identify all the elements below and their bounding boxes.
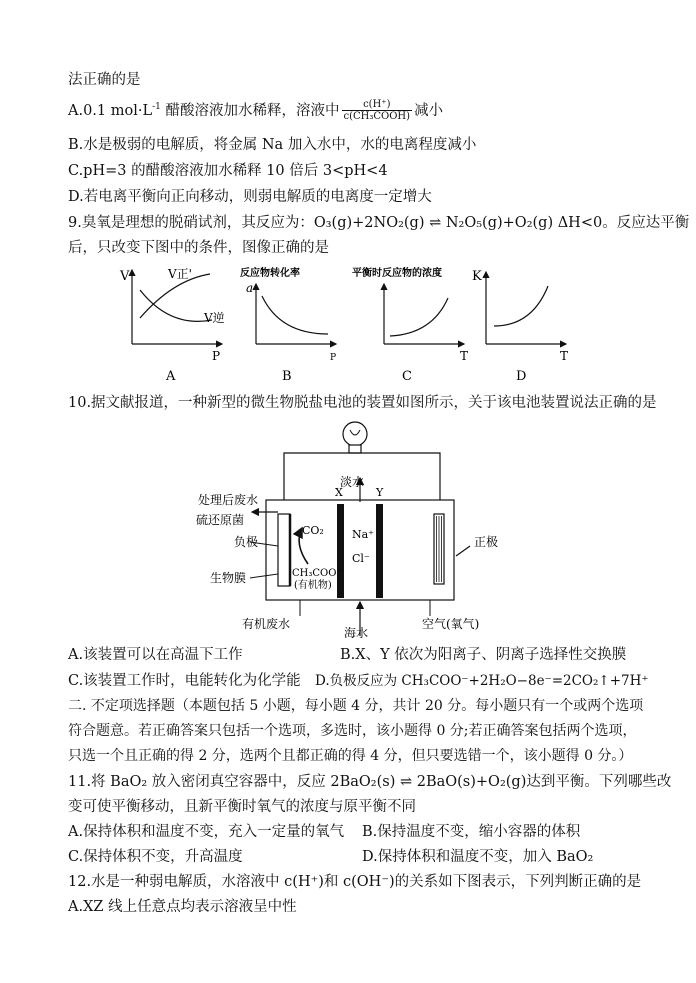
q10-label-na: Na⁺ [352,528,374,541]
q11-option-d: D.保持体积和温度不变，加入 BaO₂ [362,849,594,865]
q10-label-air: 空气(氧气) [422,617,480,631]
q10-label-co2: CO₂ [302,524,324,537]
q8-a-mid: 醋酸溶液加水稀释，溶液中 [160,102,340,119]
q10-label-fresh-water: 淡水 [340,475,365,489]
q9-d-ylabel: K [472,269,482,284]
q10-stem: 10.据文献报道，一种新型的微生物脱盐电池的装置如图所示，关于该电池装置说法正确的是 [68,395,657,411]
q8-a-frac-num: c(H⁺) [342,99,413,111]
q8-a-prefix: A.0.1 mol·L [68,102,153,119]
q8-a-frac-den: c(CH₃COOH) [343,111,411,123]
q9-graph-d [470,262,582,382]
q8-stem-tail: 法正确的是 [68,72,141,88]
q9-a-xlabel: P [212,349,221,363]
q9-c-curve [390,298,448,336]
q9-b-curve [262,296,328,334]
q9-a-curve2-label: V逆 [204,311,225,325]
q12-option-a: A.XZ 线上任意点均表示溶液呈中性 [68,899,297,915]
q9-graph-c [350,262,470,382]
negative-electrode [278,514,290,586]
q11-option-b: B.保持温度不变，缩小容器的体积 [362,824,581,840]
q10-label-negative: 负极 [234,535,259,549]
q9-line1: 9.臭氧是理想的脱硝试剂，其反应为：O₃(g)+2NO₂(g) ⇌ N₂O₅(g)+O₂(g) ΔH<0。反应达平衡 [68,215,690,231]
section2-line2: 符合题意。若正确答案只包括一个选项，多选时，该小题得 0 分;若正确答案包括两个选项， [68,723,637,739]
section2-line1: 二. 不定项选择题（本题包括 5 小题，每小题 4 分，共计 20 分。每小题只有一个或两个选项 [68,698,644,714]
q8-a-fraction [342,99,413,122]
q10-battery-diagram [190,416,510,640]
q10-label-seawater: 海水 [344,626,369,640]
q10-option-d: D.负极反应为 CH₃COO⁻+2H₂O−8e⁻=2CO₂↑+7H⁺ [315,673,649,689]
q8-a-suffix: 减小 [414,102,444,119]
q11-option-c: C.保持体积不变，升高温度 [68,849,243,865]
q9-graph-a [118,262,230,382]
q10-label-x: X [335,486,343,499]
membrane-y [376,504,383,598]
q9-d-label: D [516,369,527,382]
q10-option-b: B.X、Y 依次为阳离子、阴离子选择性交换膜 [340,647,627,663]
q9-b-ylabel: a [246,281,254,295]
q10-label-acetate: CH₃COO⁻ [292,568,342,579]
q9-b-label: B [282,369,292,382]
q9-c-xlabel: T [460,349,469,363]
q9-line2: 后，只改变下图中的条件，图像正确的是 [68,240,329,256]
q9-a-label: A [166,369,176,382]
q11-line1: 11.将 BaO₂ 放入密闭真空容器中，反应 2BaO₂(s) ⇌ 2BaO(s)+O₂(g)达到平衡。下列哪些改 [68,774,672,790]
q10-label-y: Y [376,486,384,499]
q9-a-ylabel: V [120,269,130,284]
q9-c-label: C [402,369,412,382]
section2-line3: 只选一个且正确的得 2 分，选两个且都正确的得 4 分，但只要选错一个，该小题得 0 分。） [68,748,633,764]
q9-d-xlabel: T [560,349,569,363]
q9-c-title: 平衡时反应物的浓度 [352,268,442,279]
q10-option-a: A.该装置可以在高温下工作 [68,647,243,663]
q9-b-title: 反应物转化率 [240,268,300,279]
q10-label-cl: Cl⁻ [352,552,370,565]
q10-option-c: C.该装置工作时，电能转化为化学能 [68,673,301,689]
q10-label-bacteria: 硫还原菌 [196,513,245,527]
q8-option-d: D.若电离平衡向正向移动，则弱电解质的电离度一定增大 [68,189,432,205]
q12-line1: 12.水是一种弱电解质，水溶液中 c(H⁺)和 c(OH⁻)的关系如下图表示，下列判断正确的是 [68,874,642,890]
q10-label-organic: (有机物) [294,580,332,591]
q11-line2: 变可使平衡移动，且新平衡时氧气的浓度与原平衡不同 [68,799,416,815]
q8-a-sup: -1 [152,102,161,112]
q8-option-c: C.pH=3 的醋酸溶液加水稀释 10 倍后 3<pH<4 [68,163,388,179]
q8-option-b: B.水是极弱的电解质，将金属 Na 加入水中，水的电离程度减小 [68,137,477,153]
q10-label-biofilm: 生物膜 [210,571,247,585]
q9-b-xlabel: P [330,353,337,363]
q9-graph-b [236,262,348,382]
q9-d-curve [494,286,548,326]
q9-a-curve1-label: V正' [168,267,192,281]
q10-label-positive: 正极 [474,535,499,549]
membrane-x [337,504,344,598]
bulb-icon [343,422,367,446]
q10-label-treated: 处理后废水 [198,493,259,507]
q10-label-waste: 有机废水 [242,617,291,631]
q8-option-a [68,97,443,122]
q11-option-a: A.保持体积和温度不变，充入一定量的氧气 [68,824,345,840]
